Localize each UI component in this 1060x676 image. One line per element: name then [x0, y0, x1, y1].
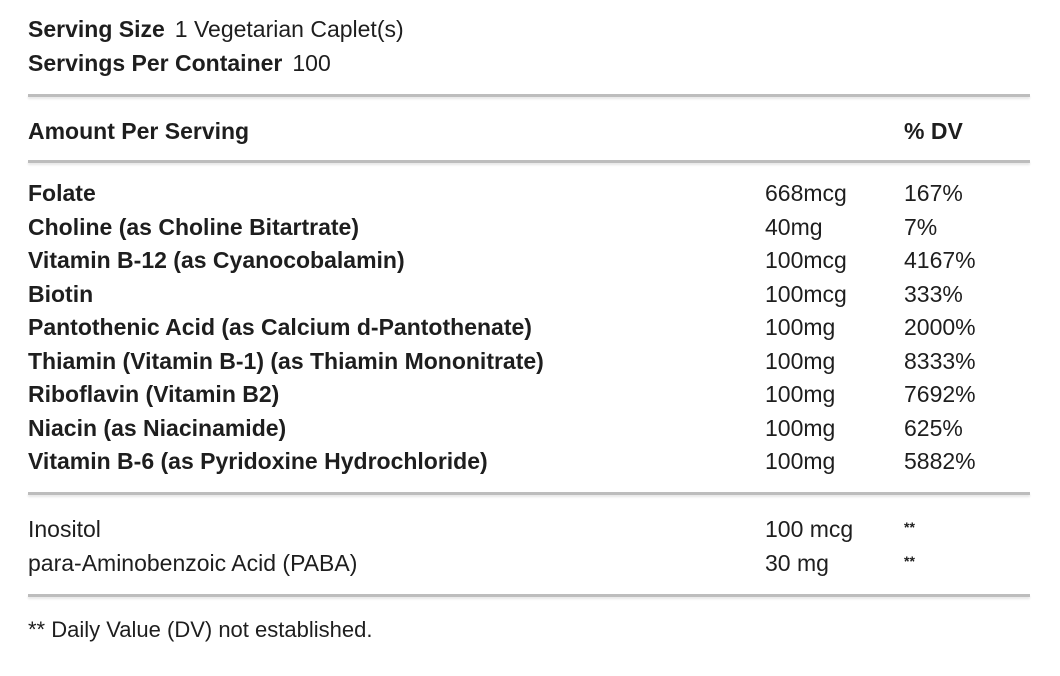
divider-header	[28, 160, 1030, 163]
serving-size-value: 1 Vegetarian Caplet(s)	[174, 16, 404, 42]
ingredient-amount: 668mcg	[765, 180, 847, 206]
table-row	[28, 278, 1030, 312]
table-row	[28, 445, 1030, 479]
ingredient-daily-value: 625%	[904, 414, 963, 441]
ingredient-daily-value: 7692%	[904, 381, 976, 407]
ingredient-name: Riboflavin (Vitamin B2)	[28, 381, 280, 407]
table-row	[28, 211, 1030, 245]
ingredient-amount: 30 mg	[765, 549, 829, 576]
ingredient-amount: 100mg	[765, 381, 836, 407]
serving-size-line	[28, 14, 404, 44]
ingredient-name: Folate	[28, 180, 96, 206]
ingredient-amount: 100mg	[765, 414, 836, 441]
ingredient-amount: 100mg	[765, 314, 836, 340]
nutrient-list	[28, 177, 1030, 479]
table-row	[28, 311, 1030, 345]
ingredient-amount: 100mg	[765, 448, 836, 474]
table-row	[28, 345, 1030, 379]
ingredient-amount: 100mg	[765, 347, 836, 374]
ingredient-daily-value: 2000%	[904, 314, 976, 340]
ingredient-daily-value: **	[904, 552, 915, 569]
table-row	[28, 378, 1030, 412]
table-row	[28, 513, 1030, 547]
ingredient-name: Pantothenic Acid (as Calcium d-Pantothenate)	[28, 314, 532, 340]
table-row	[28, 244, 1030, 278]
servings-per-container-line	[28, 48, 331, 78]
ingredient-name: Vitamin B-12 (as Cyanocobalamin)	[28, 247, 405, 273]
footnote: ** Daily Value (DV) not established.	[28, 617, 373, 642]
ingredient-name: Vitamin B-6 (as Pyridoxine Hydrochloride)	[28, 448, 488, 474]
servings-per-container-label: Servings Per Container	[28, 50, 283, 76]
ingredient-daily-value: 8333%	[904, 347, 976, 374]
divider-nutrients	[28, 492, 1030, 495]
table-row	[28, 412, 1030, 446]
ingredient-name: Choline (as Choline Bitartrate)	[28, 213, 359, 240]
ingredient-name: Biotin	[28, 280, 94, 307]
divider-top	[28, 94, 1030, 97]
ingredient-daily-value: 333%	[904, 280, 963, 307]
divider-bottom	[28, 594, 1030, 597]
ingredient-name: Niacin (as Niacinamide)	[28, 414, 287, 441]
ingredient-amount: 100mcg	[765, 247, 847, 273]
table-header	[28, 114, 1030, 148]
serving-size-label: Serving Size	[28, 16, 165, 42]
ingredient-daily-value: 167%	[904, 180, 963, 206]
ingredient-daily-value: 4167%	[904, 247, 976, 273]
ingredient-amount: 100mcg	[765, 280, 847, 307]
servings-per-container-value: 100	[292, 50, 331, 76]
amount-per-serving-header: Amount Per Serving	[28, 118, 250, 144]
ingredient-daily-value: **	[904, 519, 915, 535]
ingredient-amount: 100 mcg	[765, 516, 854, 542]
ingredient-daily-value: 7%	[904, 213, 938, 240]
other-ingredients-list	[28, 513, 1030, 580]
ingredient-amount: 40mg	[765, 213, 823, 240]
table-row	[28, 177, 1030, 211]
ingredient-name: Inositol	[28, 516, 101, 542]
daily-value-header: % DV	[904, 118, 963, 144]
table-row	[28, 547, 1030, 581]
ingredient-daily-value: 5882%	[904, 448, 976, 474]
ingredient-name: Thiamin (Vitamin B-1) (as Thiamin Mononitrate)	[28, 347, 544, 374]
ingredient-name: para-Aminobenzoic Acid (PABA)	[28, 549, 358, 576]
